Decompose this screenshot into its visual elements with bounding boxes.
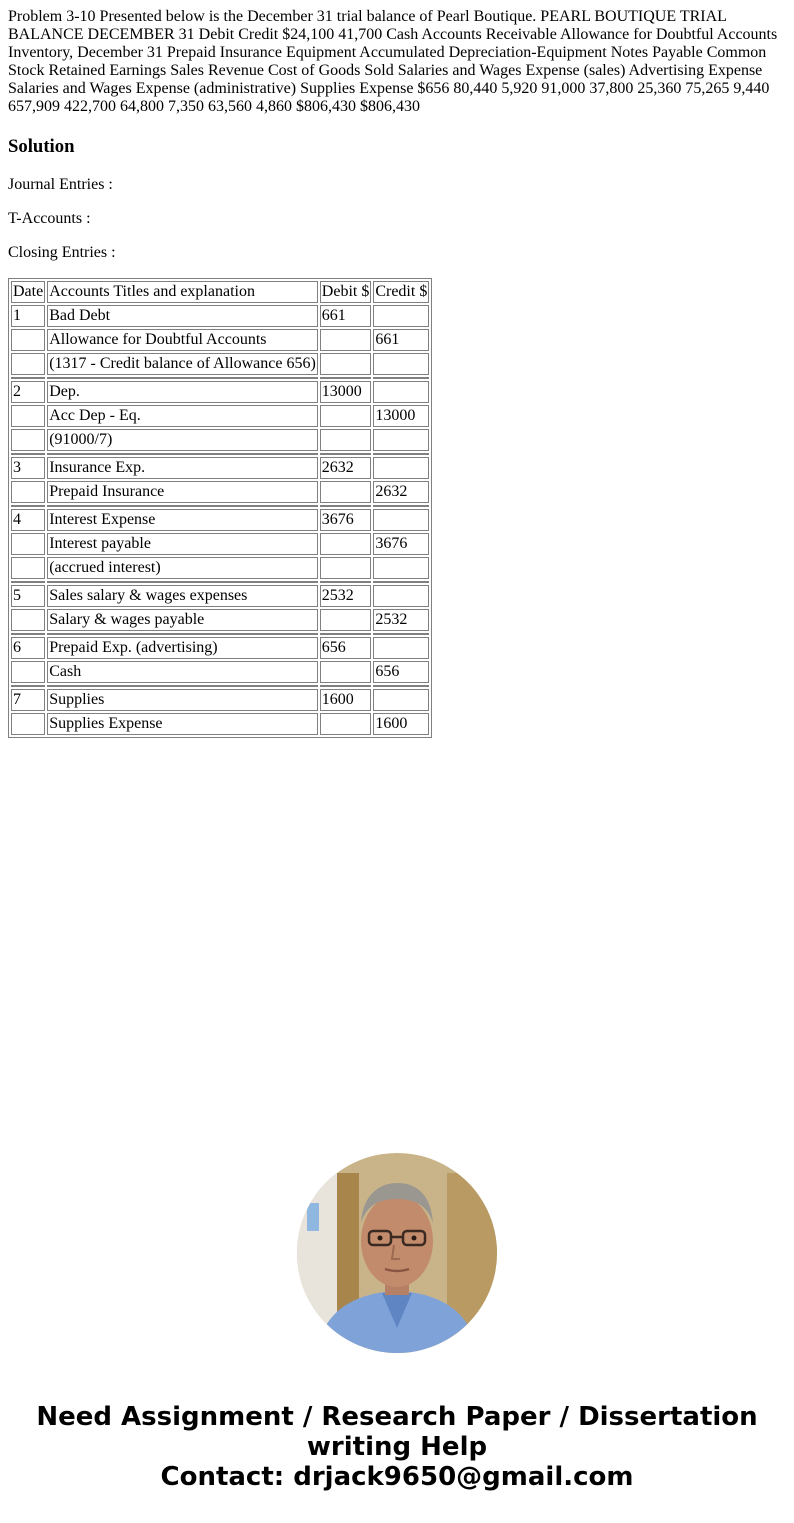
banner-line-1: Need Assignment / Research Paper / Dissertation — [36, 1402, 758, 1432]
cell-credit: 13000 — [373, 405, 429, 427]
cell-debit — [320, 533, 372, 555]
cell-date: 3 — [11, 457, 45, 479]
cell-date: 7 — [11, 689, 45, 711]
table-row — [11, 405, 429, 427]
cell-account: Cash — [47, 661, 318, 683]
separator-cell — [11, 581, 45, 583]
separator-cell — [373, 581, 429, 583]
cell-credit — [373, 353, 429, 375]
entry-separator-row — [11, 377, 429, 379]
table-row — [11, 353, 429, 375]
entry-separator-row — [11, 633, 429, 635]
cell-account: Allowance for Doubtful Accounts — [47, 329, 318, 351]
cell-account: Insurance Exp. — [47, 457, 318, 479]
cell-account: Acc Dep - Eq. — [47, 405, 318, 427]
entry-separator-row — [11, 453, 429, 455]
journal-entries-table — [8, 278, 432, 738]
separator-cell — [320, 453, 372, 455]
cell-debit: 2632 — [320, 457, 372, 479]
banner-line-2: writing Help — [306, 1432, 488, 1462]
cell-date: 2 — [11, 381, 45, 403]
cell-account: Interest Expense — [47, 509, 318, 531]
promo-banner — [0, 1402, 794, 1492]
table-row — [11, 637, 429, 659]
separator-cell — [373, 685, 429, 687]
separator-cell — [11, 685, 45, 687]
entry-separator-row — [11, 685, 429, 687]
header-account: Accounts Titles and explanation — [47, 281, 318, 303]
cell-account: Bad Debt — [47, 305, 318, 327]
header-debit: Debit $ — [320, 281, 372, 303]
table-row — [11, 509, 429, 531]
cell-account: Supplies Expense — [47, 713, 318, 735]
separator-cell — [11, 377, 45, 379]
cell-debit — [320, 353, 372, 375]
table-row — [11, 481, 429, 503]
separator-cell — [320, 377, 372, 379]
separator-cell — [47, 453, 318, 455]
cell-debit — [320, 609, 372, 631]
solution-heading: Solution — [8, 136, 75, 157]
cell-account: (1317 - Credit balance of Allowance 656) — [47, 353, 318, 375]
cell-date — [11, 481, 45, 503]
cell-credit — [373, 689, 429, 711]
cell-debit: 13000 — [320, 381, 372, 403]
table-row — [11, 457, 429, 479]
separator-cell — [47, 581, 318, 583]
cell-account: Interest payable — [47, 533, 318, 555]
separator-cell — [47, 633, 318, 635]
table-row — [11, 609, 429, 631]
cell-account: Supplies — [47, 689, 318, 711]
table-row — [11, 329, 429, 351]
cell-debit — [320, 661, 372, 683]
cell-date: 6 — [11, 637, 45, 659]
entry-separator-row — [11, 505, 429, 507]
table-row — [11, 381, 429, 403]
table-row — [11, 429, 429, 451]
cell-date: 4 — [11, 509, 45, 531]
separator-cell — [320, 633, 372, 635]
table-row — [11, 585, 429, 607]
cell-debit — [320, 557, 372, 579]
table-header-row — [11, 281, 429, 303]
separator-cell — [373, 453, 429, 455]
separator-cell — [320, 685, 372, 687]
separator-cell — [47, 377, 318, 379]
cell-date — [11, 661, 45, 683]
journal-entries-label: Journal Entries : — [8, 176, 113, 193]
separator-cell — [11, 453, 45, 455]
cell-credit: 3676 — [373, 533, 429, 555]
cell-date — [11, 329, 45, 351]
separator-cell — [47, 685, 318, 687]
cell-credit — [373, 509, 429, 531]
cell-date: 5 — [11, 585, 45, 607]
table-row — [11, 533, 429, 555]
cell-credit — [373, 557, 429, 579]
cell-date — [11, 533, 45, 555]
cell-date: 1 — [11, 305, 45, 327]
cell-credit — [373, 305, 429, 327]
cell-credit: 656 — [373, 661, 429, 683]
cell-account: (accrued interest) — [47, 557, 318, 579]
cell-credit — [373, 637, 429, 659]
author-photo — [297, 1153, 497, 1353]
cell-debit: 3676 — [320, 509, 372, 531]
cell-credit: 2632 — [373, 481, 429, 503]
cell-credit — [373, 585, 429, 607]
separator-cell — [11, 505, 45, 507]
cell-credit — [373, 429, 429, 451]
cell-date — [11, 405, 45, 427]
problem-statement: Problem 3-10 Presented below is the December 31 trial balance of Pearl Boutique. PEARL BOUTIQUE TRIAL BALANCE DECEMBER 31 Debit Credit $24,100 41,700 Cash Accounts Receivable Allowance for Doubtful Accounts Inventory, December 31 Prepaid Insurance Equipment Accumulated Depreciation-Equipment Notes Payable Common Stock Retained Earnings Sales Revenue Cost of Goods Sold Salaries and Wages Expense (sales) Advertising Expense Salaries and Wages Expense (administrative) Supplies Expense $656 80,440 5,920 91,000 37,800 25,360 75,265 9,440 657,909 422,700 64,800 7,350 63,560 4,860 $806,430 $806,430 — [8, 8, 778, 115]
cell-debit: 661 — [320, 305, 372, 327]
cell-credit — [373, 457, 429, 479]
cell-account: Sales salary & wages expenses — [47, 585, 318, 607]
separator-cell — [320, 581, 372, 583]
author-portrait-image — [297, 1153, 497, 1353]
header-date: Date — [11, 281, 45, 303]
table-row — [11, 713, 429, 735]
cell-credit: 661 — [373, 329, 429, 351]
cell-account: Prepaid Insurance — [47, 481, 318, 503]
banner-contact: Contact: drjack9650@gmail.com — [160, 1462, 634, 1492]
document-body — [8, 8, 786, 738]
table-row — [11, 661, 429, 683]
separator-cell — [320, 505, 372, 507]
cell-account: Prepaid Exp. (advertising) — [47, 637, 318, 659]
cell-debit — [320, 481, 372, 503]
cell-date — [11, 353, 45, 375]
cell-debit — [320, 405, 372, 427]
header-credit: Credit $ — [373, 281, 429, 303]
cell-date — [11, 609, 45, 631]
cell-date — [11, 429, 45, 451]
separator-cell — [373, 633, 429, 635]
t-accounts-label: T-Accounts : — [8, 210, 91, 227]
cell-debit: 656 — [320, 637, 372, 659]
table-row — [11, 305, 429, 327]
closing-entries-label: Closing Entries : — [8, 244, 116, 261]
cell-debit: 1600 — [320, 689, 372, 711]
cell-account: Dep. — [47, 381, 318, 403]
cell-debit — [320, 713, 372, 735]
cell-account: (91000/7) — [47, 429, 318, 451]
separator-cell — [47, 505, 318, 507]
cell-debit: 2532 — [320, 585, 372, 607]
cell-credit: 1600 — [373, 713, 429, 735]
cell-account: Salary & wages payable — [47, 609, 318, 631]
table-row — [11, 557, 429, 579]
cell-debit — [320, 329, 372, 351]
entry-separator-row — [11, 581, 429, 583]
cell-date — [11, 713, 45, 735]
separator-cell — [11, 633, 45, 635]
cell-credit: 2532 — [373, 609, 429, 631]
cell-date — [11, 557, 45, 579]
separator-cell — [373, 377, 429, 379]
separator-cell — [373, 505, 429, 507]
table-row — [11, 689, 429, 711]
cell-debit — [320, 429, 372, 451]
cell-credit — [373, 381, 429, 403]
